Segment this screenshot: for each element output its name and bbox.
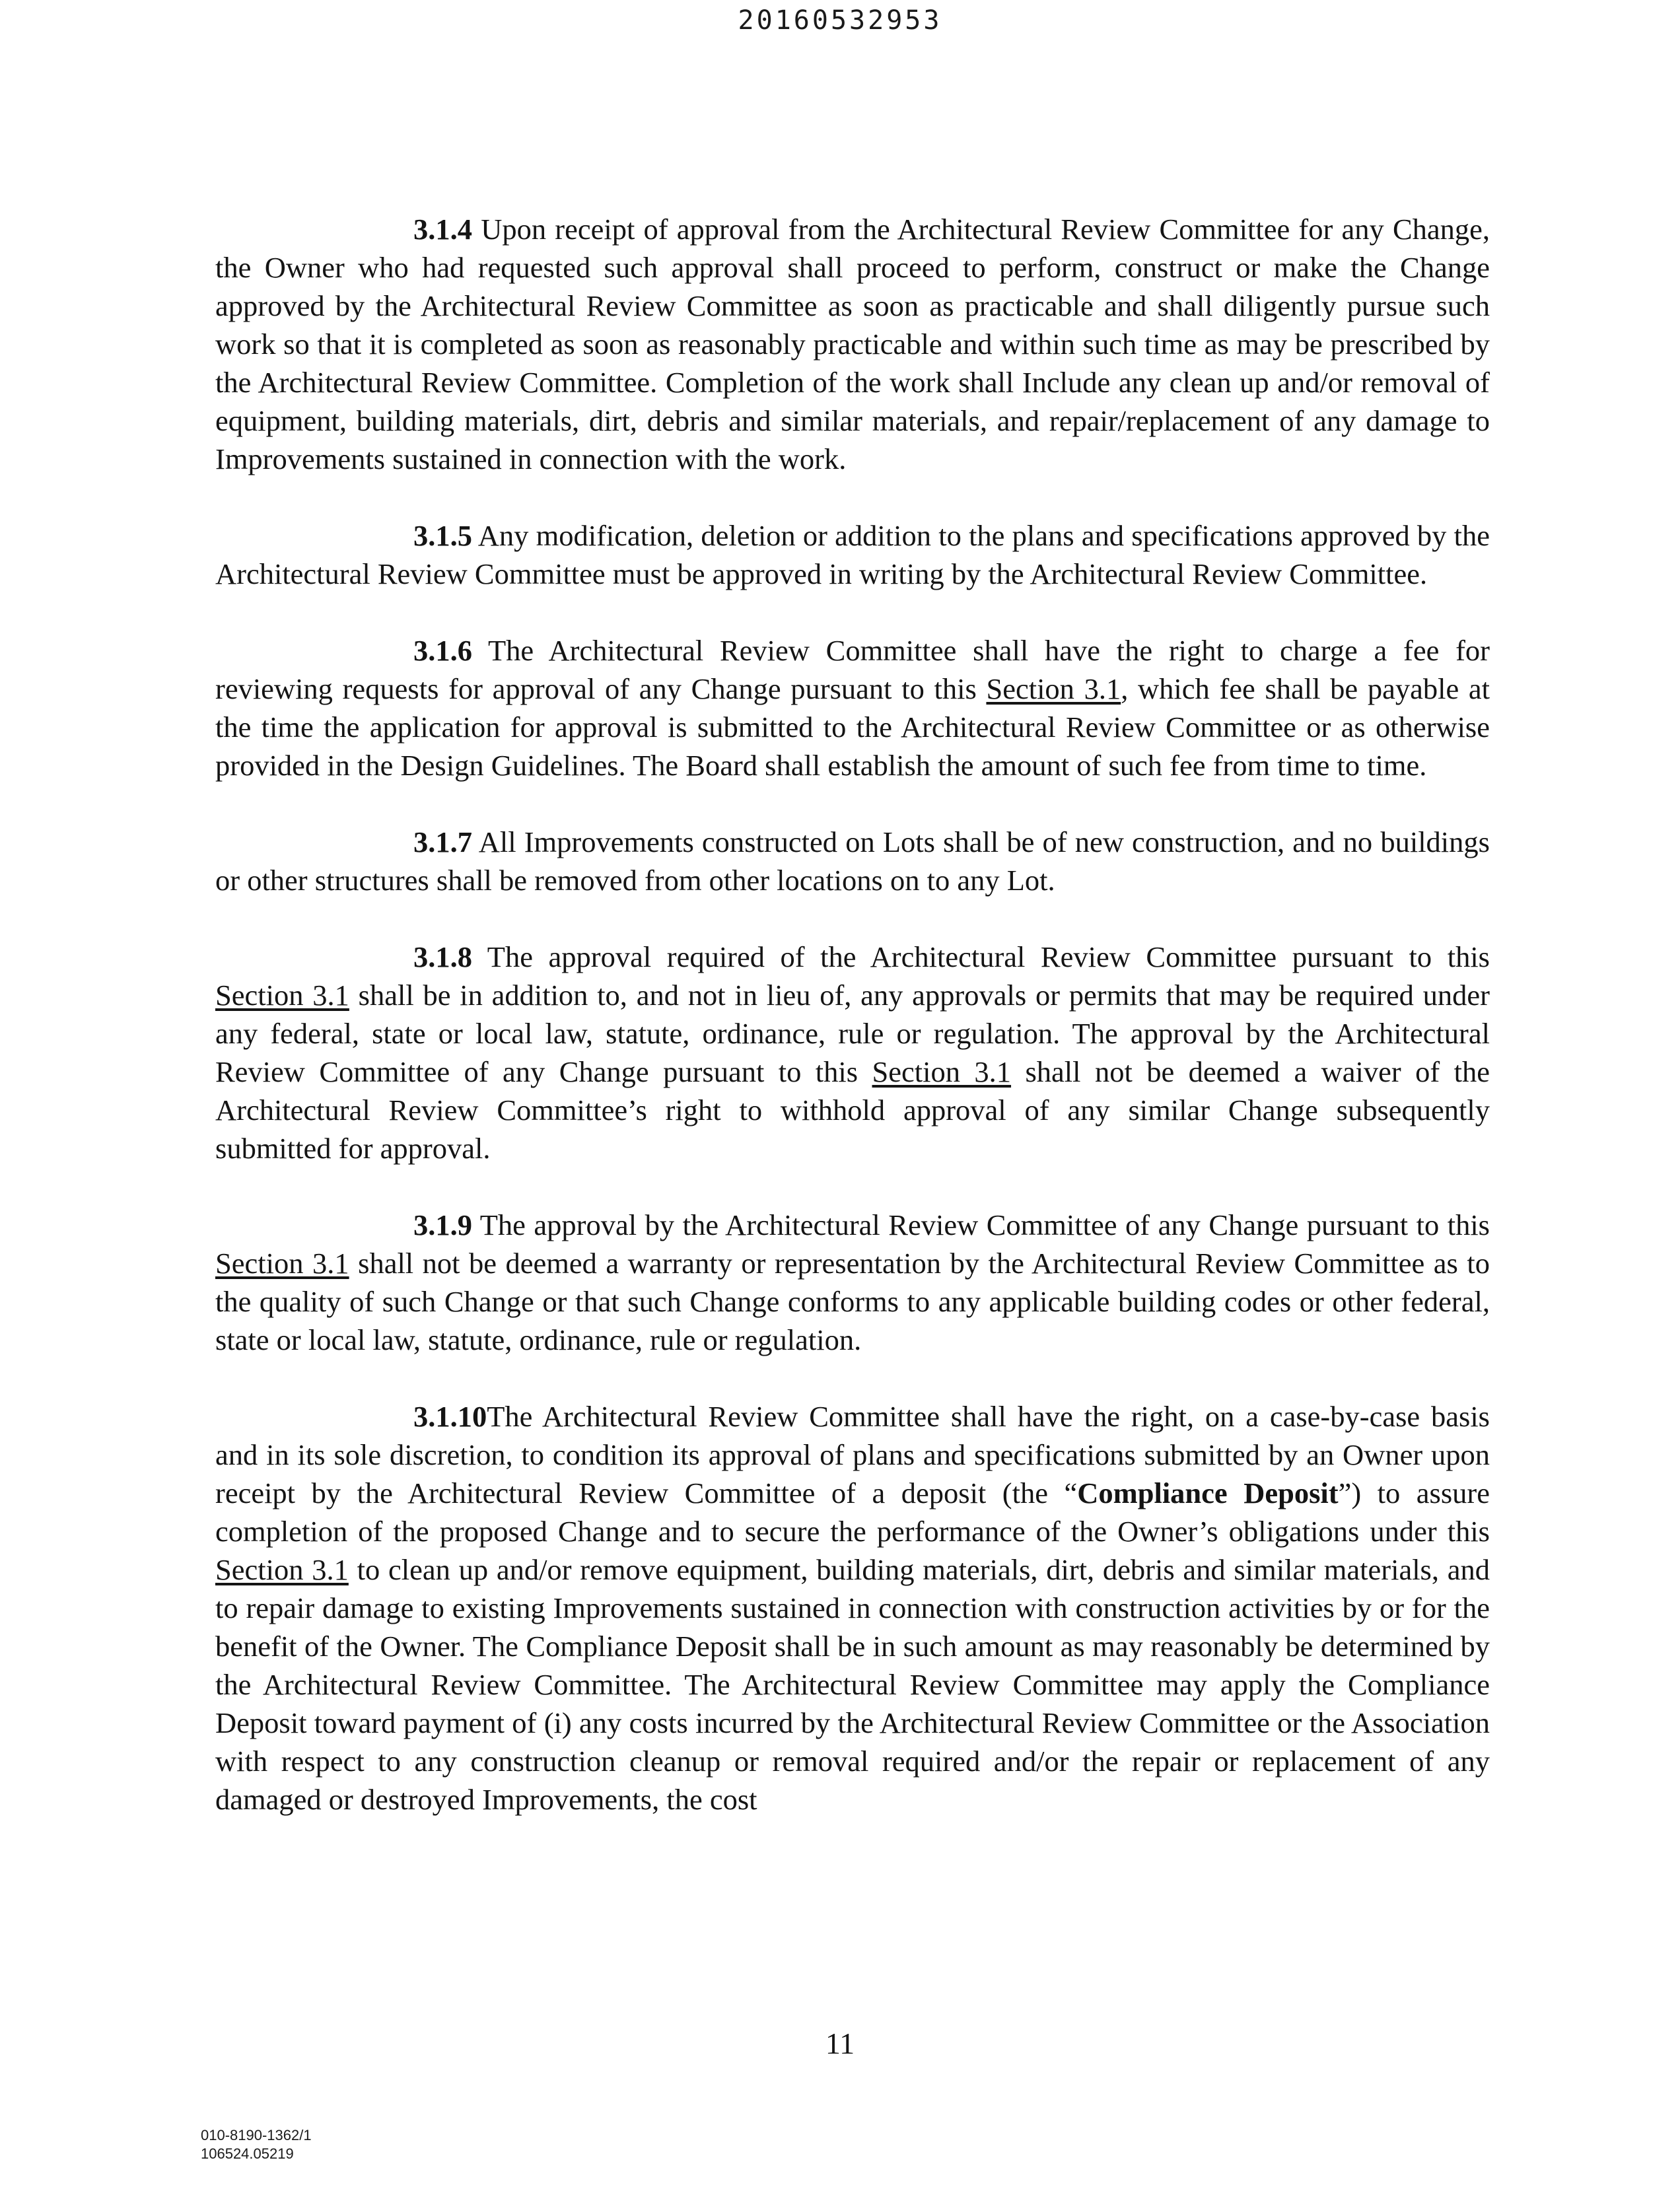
section-3-1-7 <box>215 823 1490 899</box>
section-text: The Architectural Review Committee shall have the right, on a case-by-case basis and in its sole discretion, to condition its approval of plans and specifications submitted by an Owner upon receipt by the Architectural Review Committee of a deposit (the “ <box>215 1400 1490 1510</box>
recording-number: 20160532953 <box>738 5 942 36</box>
section-text: shall not be deemed a waiver of the Architectural Review Committee’s right to withhold approval of any similar Change subsequently submitted for approval. <box>215 1055 1490 1165</box>
section-3-1-9 <box>215 1206 1490 1359</box>
section-number: 3.1.7 <box>413 825 472 858</box>
section-number: 3.1.6 <box>413 634 472 667</box>
document-id: 010-8190-1362/1 <box>201 2127 312 2143</box>
section-number: 3.1.9 <box>413 1208 472 1241</box>
section-3-1-6 <box>215 631 1490 784</box>
document-body <box>215 210 1490 1819</box>
section-text: The approval required of the Architectural Review Committee pursuant to this <box>487 940 1490 973</box>
section-text: shall be in addition to, and not in lieu of, any approvals or permits that may be required under any federal, state or local law, statute, ordinance, rule or regulation. The approval by the Architectural Review Committee of any Change pursuant to this <box>215 979 1490 1088</box>
section-text: Any modification, deletion or addition to the plans and specifications approved by the Architectural Review Committee must be approved in writing by the Architectural Review Committee. <box>215 519 1490 590</box>
section-3-1-10 <box>215 1397 1490 1819</box>
section-number: 3.1.5 <box>413 519 472 552</box>
section-text: , which fee shall be payable at the time the application for approval is submitted to the Architectural Review Committee or as otherwise provided in the Design Guidelines. The Board shall establish the amount of such fee from time to time. <box>215 672 1490 782</box>
section-reference: Section 3.1 <box>872 1055 1012 1088</box>
section-3-1-8 <box>215 938 1490 1167</box>
reference-id: 106524.05219 <box>201 2145 294 2162</box>
section-text: All Improvements constructed on Lots shall be of new construction, and no buildings or other structures shall be removed from other locations on to any Lot. <box>215 825 1490 897</box>
section-reference: Section 3.1 <box>986 672 1121 705</box>
section-text: shall not be deemed a warranty or representation by the Architectural Review Committee as to the quality of such Change or that such Change conforms to any applicable building codes or other federal, state or local law, statute, ordinance, rule or regulation. <box>215 1247 1490 1356</box>
defined-term: Compliance Deposit <box>1077 1476 1339 1510</box>
section-reference: Section 3.1 <box>215 1553 349 1586</box>
section-text: The Architectural Review Committee shall have the right to charge a fee for reviewing requests for approval of any Change pursuant to this <box>215 634 1490 705</box>
section-text: ”) to assure completion of the proposed Change and to secure the performance of the Owner’s obligations under this <box>215 1476 1490 1548</box>
section-reference: Section 3.1 <box>215 1247 349 1280</box>
section-number: 3.1.10 <box>413 1400 487 1433</box>
section-3-1-4 <box>215 210 1490 478</box>
section-text: to clean up and/or remove equipment, building materials, dirt, debris and similar materials, and to repair damage to existing Improvements sustained in connection with construction activities by or for the benefit of the Owner. The Compliance Deposit shall be in such amount as may reasonably be determined by the Architectural Review Committee. The Architectural Review Committee may apply the Compliance Deposit toward payment of (i) any costs incurred by the Architectural Review Committee or the Association with respect to any construction cleanup or removal required and/or the repair or replacement of any damaged or destroyed Improvements, the cost <box>215 1553 1490 1816</box>
section-number: 3.1.8 <box>413 940 472 973</box>
section-reference: Section 3.1 <box>215 979 349 1012</box>
section-3-1-5 <box>215 516 1490 593</box>
page-number: 11 <box>825 2027 855 2060</box>
section-text: Upon receipt of approval from the Architectural Review Committee for any Change, the Owner who had requested such approval shall proceed to perform, construct or make the Change approved by the Architectural Review Committee as soon as practicable and shall diligently pursue such work so that it is completed as soon as reasonably practicable and within such time as may be prescribed by the Architectural Review Committee. Completion of the work shall Include any clean up and/or removal of equipment, building materials, dirt, debris and similar materials, and repair/replacement of any damage to Improvements sustained in connection with the work. <box>215 213 1490 475</box>
section-text: The approval by the Architectural Review Committee of any Change pursuant to this <box>479 1208 1490 1241</box>
section-number: 3.1.4 <box>413 213 472 246</box>
footer-document-ids <box>201 2126 312 2163</box>
